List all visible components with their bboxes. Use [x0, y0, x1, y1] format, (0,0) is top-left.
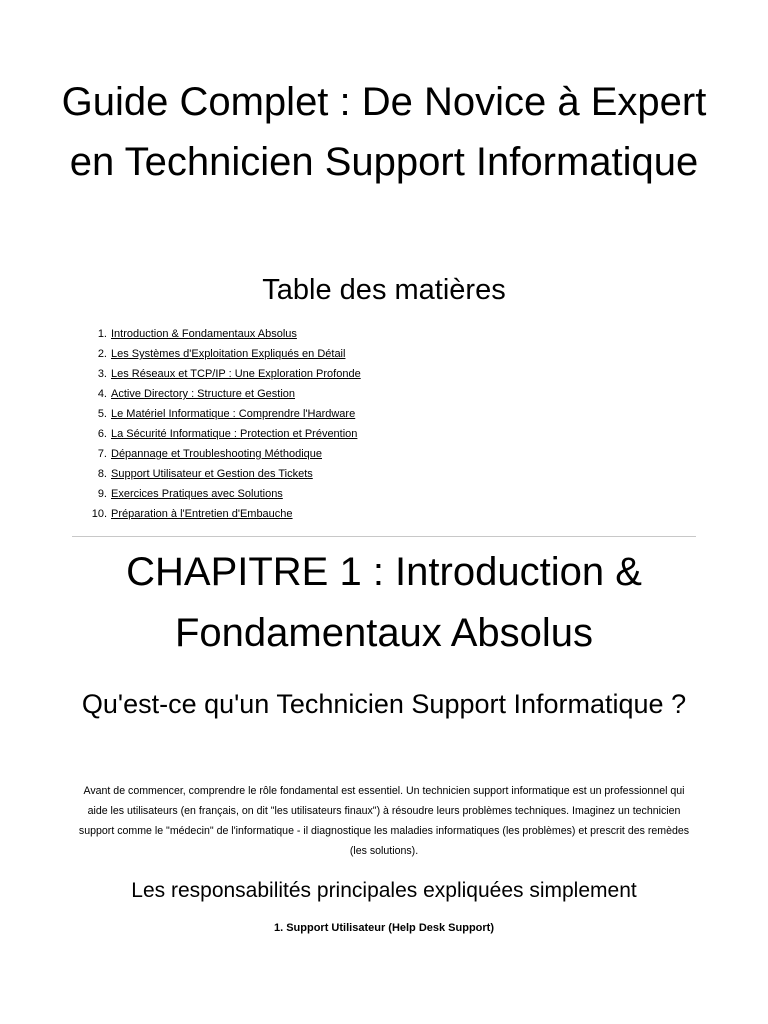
toc-item-number: 6.	[97, 428, 107, 440]
toc-item	[97, 464, 361, 484]
chapter-title: CHAPITRE 1 : Introduction & Fondamentaux Absolus	[126, 550, 642, 655]
subsection-title: Les responsabilités principales expliquées simplement	[131, 879, 637, 902]
toc-item-number: 4.	[97, 388, 107, 400]
toc-item-number: 8.	[97, 468, 107, 480]
toc-item	[97, 344, 361, 364]
toc-item	[97, 324, 361, 344]
toc-link-entretien[interactable]: Préparation à l'Entretien d'Embauche	[111, 508, 293, 520]
toc-link-active-directory[interactable]: Active Directory : Structure et Gestion	[111, 388, 296, 400]
toc-link-support-utilisateur[interactable]: Support Utilisateur et Gestion des Tickets	[111, 468, 313, 480]
toc-link-systemes-exploitation[interactable]: Les Systèmes d'Exploitation Expliqués en Détail	[111, 348, 346, 360]
toc-link-exercices[interactable]: Exercices Pratiques avec Solutions	[111, 488, 283, 500]
toc-link-securite[interactable]: La Sécurité Informatique : Protection et Prévention	[111, 428, 358, 440]
toc-item-number: 2.	[97, 348, 107, 360]
toc-link-reseaux-tcpip[interactable]: Les Réseaux et TCP/IP : Une Exploration Profonde	[111, 368, 361, 380]
toc-item-number: 7.	[97, 448, 107, 460]
toc-link-materiel[interactable]: Le Matériel Informatique : Comprendre l'Hardware	[111, 408, 356, 420]
toc-item	[97, 444, 361, 464]
toc-item	[97, 364, 361, 384]
toc-link-introduction[interactable]: Introduction & Fondamentaux Absolus	[111, 328, 297, 340]
toc-item	[97, 404, 361, 424]
horizontal-divider	[72, 536, 696, 537]
toc-item-number: 9.	[97, 488, 107, 500]
section-title: Qu'est-ce qu'un Technicien Support Informatique ?	[81, 689, 687, 719]
toc-item	[97, 424, 361, 444]
intro-paragraph: Avant de commencer, comprendre le rôle fondamental est essentiel. Un technicien support informatique est un professionnel qui aide les utilisateurs (en français, on dit "les utilisateurs finaux") à résoudre leurs problèmes techniques. Imaginez un technicien support comme le "médecin" de l'informatique - il diagnostique les maladies informatiques (les problèmes) et prescrit des remèdes (les solutions).	[78, 785, 690, 857]
toc-item-number: 5.	[97, 408, 107, 420]
toc-item-number: 3.	[97, 368, 107, 380]
document-title: Guide Complet : De Novice à Expert en Technicien Support Informatique	[61, 80, 707, 184]
subpoint-title: 1. Support Utilisateur (Help Desk Support)	[273, 922, 495, 934]
toc-item-number: 1.	[97, 328, 107, 340]
toc-heading: Table des matières	[262, 274, 506, 306]
toc-item	[91, 504, 361, 524]
toc-link-depannage[interactable]: Dépannage et Troubleshooting Méthodique	[111, 448, 322, 460]
toc-item-number: 10.	[91, 508, 107, 520]
toc-item	[97, 484, 361, 504]
toc-item	[97, 384, 361, 404]
table-of-contents	[91, 324, 361, 524]
